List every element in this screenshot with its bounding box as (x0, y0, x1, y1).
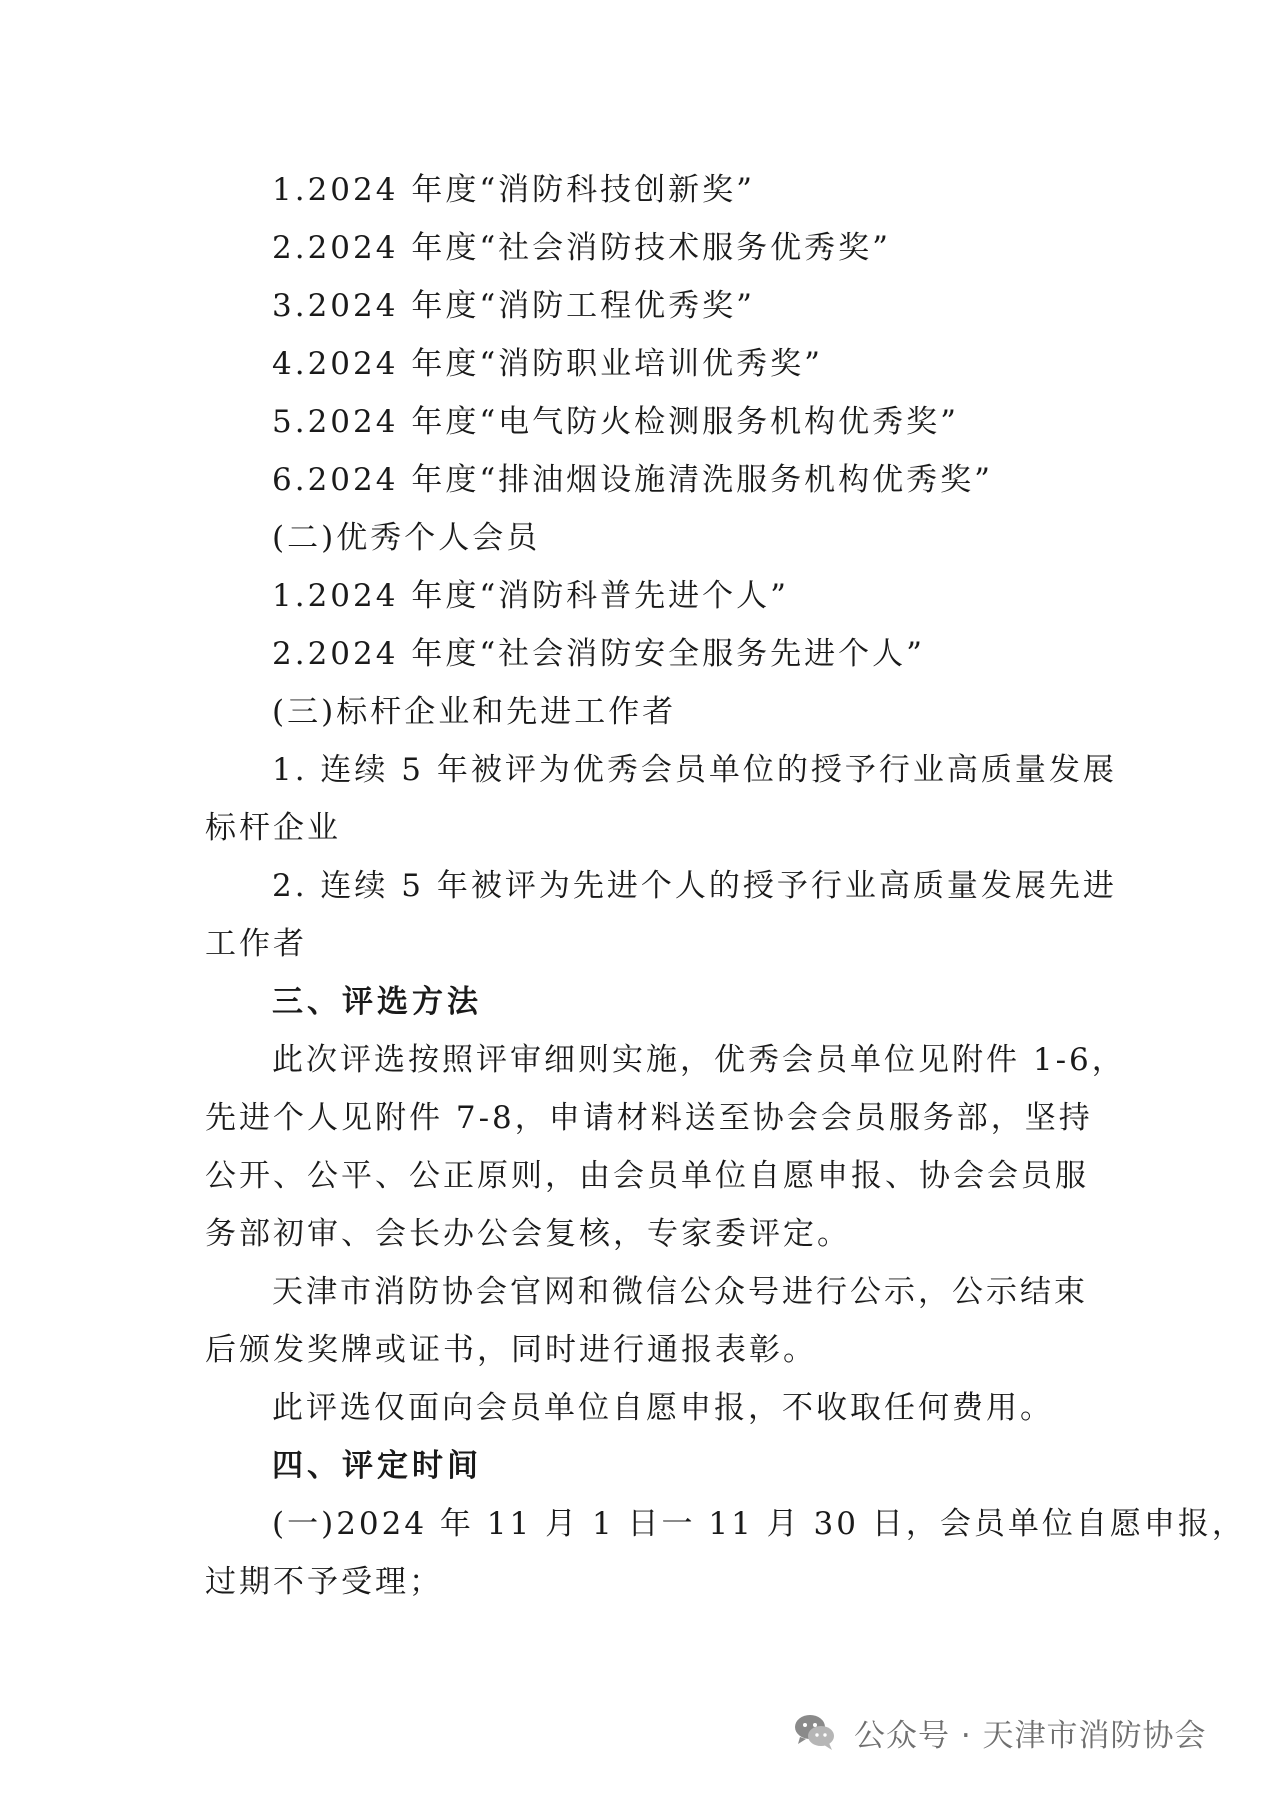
method-paragraph-1-line-3: 公开、公平、公正原则，由会员单位自愿申报、协会会员服 (205, 1158, 1089, 1194)
watermark-text: 公众号 · 天津市消防协会 (854, 1717, 1207, 1754)
wechat-watermark (790, 1706, 1207, 1758)
award-item-2: 2.2024 年度“社会消防技术服务优秀奖” (272, 230, 892, 266)
heading-evaluation-time: 四、评定时间 (272, 1448, 482, 1484)
benchmark-item-2: 2. 连续 5 年被评为先进个人的授予行业高质量发展先进 (272, 868, 1117, 904)
wechat-icon (790, 1707, 840, 1757)
benchmark-item-2-cont: 工作者 (205, 926, 307, 962)
individual-item-1: 1.2024 年度“消防科普先进个人” (272, 578, 790, 614)
method-paragraph-2-line-2: 后颁发奖牌或证书，同时进行通报表彰。 (205, 1332, 817, 1368)
method-paragraph-1-line-1: 此次评选按照评审细则实施，优秀会员单位见附件 1-6， (272, 1042, 1126, 1078)
time-item-1-line-1: (一)2024 年 11 月 1 日一 11 月 30 日，会员单位自愿申报， (272, 1506, 1246, 1542)
method-paragraph-1-line-2: 先进个人见附件 7-8，申请材料送至协会会员服务部，坚持 (205, 1100, 1093, 1136)
award-item-3: 3.2024 年度“消防工程优秀奖” (272, 288, 756, 324)
award-item-5: 5.2024 年度“电气防火检测服务机构优秀奖” (272, 404, 960, 440)
individual-item-2: 2.2024 年度“社会消防安全服务先进个人” (272, 636, 926, 672)
method-paragraph-3: 此评选仅面向会员单位自愿申报，不收取任何费用。 (272, 1390, 1054, 1426)
section-benchmark: (三)标杆企业和先进工作者 (272, 694, 677, 730)
benchmark-item-1: 1. 连续 5 年被评为优秀会员单位的授予行业高质量发展 (272, 752, 1117, 788)
benchmark-item-1-cont: 标杆企业 (205, 810, 341, 846)
section-individual-members: (二)优秀个人会员 (272, 520, 541, 556)
award-item-4: 4.2024 年度“消防职业培训优秀奖” (272, 346, 824, 382)
method-paragraph-1-line-4: 务部初审、会长办公会复核，专家委评定。 (205, 1216, 851, 1252)
award-item-1: 1.2024 年度“消防科技创新奖” (272, 172, 756, 208)
method-paragraph-2-line-1: 天津市消防协会官网和微信公众号进行公示，公示结束 (272, 1274, 1088, 1310)
award-item-6: 6.2024 年度“排油烟设施清洗服务机构优秀奖” (272, 462, 994, 498)
heading-selection-method: 三、评选方法 (272, 984, 482, 1020)
time-item-1-line-2: 过期不予受理； (205, 1564, 443, 1600)
